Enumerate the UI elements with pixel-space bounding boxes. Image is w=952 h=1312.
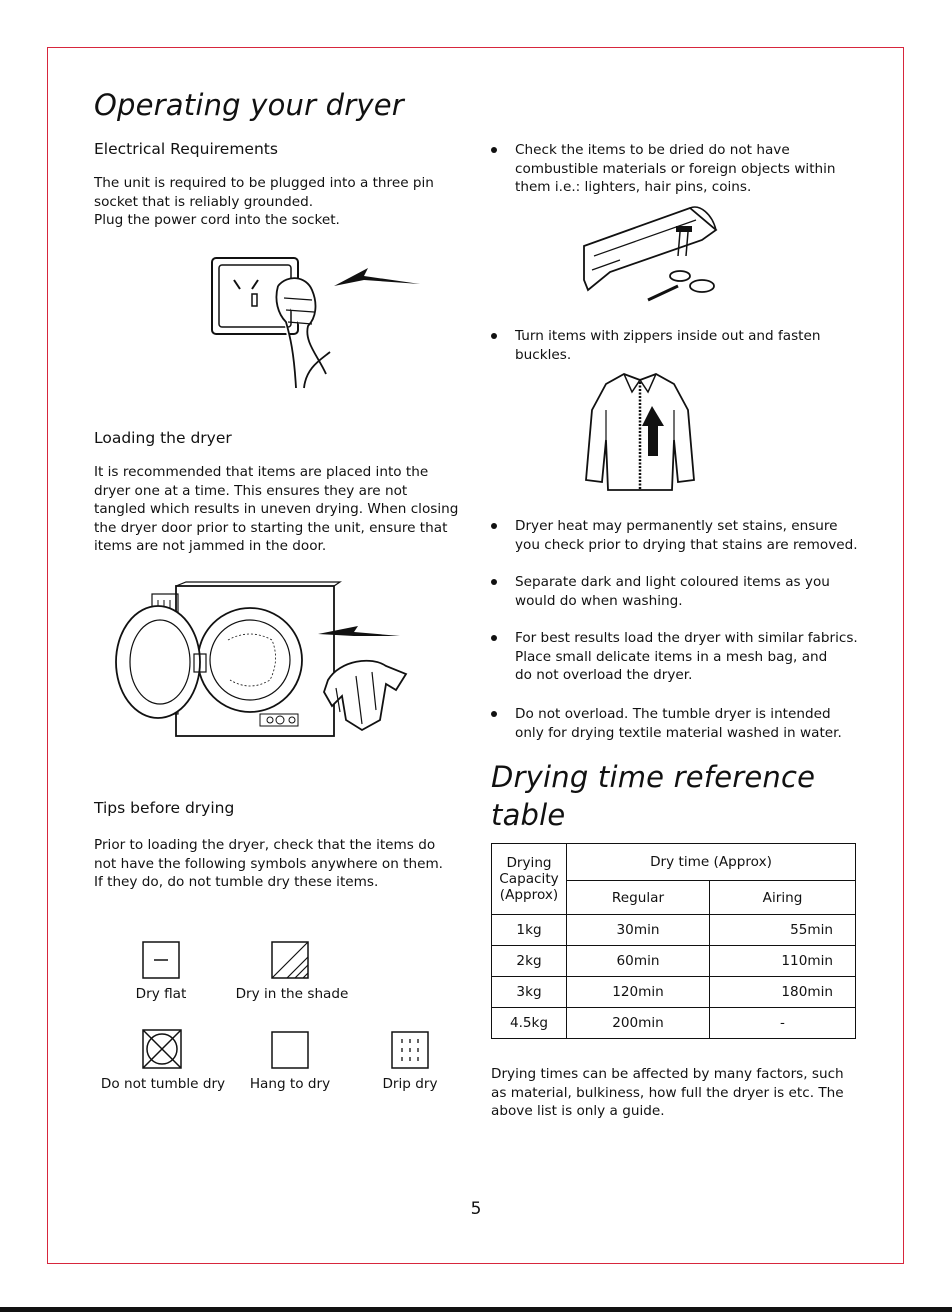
- table-note: [491, 1065, 844, 1121]
- do-not-tumble-dry-icon: [142, 1029, 182, 1069]
- bullet-dot: [491, 635, 497, 641]
- text-line: Turn items with zippers inside out and fasten: [515, 328, 821, 344]
- do-not-tumble-dry-label: Do not tumble dry: [100, 1076, 226, 1092]
- page-title: Operating your dryer: [94, 88, 404, 122]
- bullet-stains: [491, 517, 858, 554]
- tips-heading: Tips before drying: [94, 799, 235, 817]
- capacity-cell: 2kg: [492, 946, 567, 977]
- text-line: not have the following symbols anywhere on them.: [94, 855, 444, 872]
- text-line: Plug the power cord into the socket.: [94, 212, 340, 228]
- dry-in-shade-icon: [271, 941, 309, 979]
- text-line: The unit is required to be plugged into a three pin: [94, 175, 434, 191]
- hang-to-dry-icon: [271, 1031, 309, 1069]
- drying-time-table: [491, 843, 856, 1039]
- text-line: above list is only a guide.: [491, 1103, 665, 1119]
- pocket-objects-illustration: [580, 200, 730, 306]
- bullet-check-items: [491, 141, 836, 197]
- drip-dry-icon: [391, 1031, 429, 1069]
- text-line: socket that is reliably grounded.: [94, 193, 314, 210]
- bullet-dot: [491, 523, 497, 529]
- bullet-dot: [491, 147, 497, 153]
- text-line: It is recommended that items are placed into the: [94, 464, 429, 480]
- text-line: If they do, do not tumble dry these items.: [94, 874, 379, 890]
- bottom-rule: [0, 1307, 952, 1312]
- text-line: Prior to loading the dryer, check that the items do: [94, 837, 436, 853]
- electrical-text: [94, 174, 434, 230]
- regular-cell: 120min: [567, 977, 710, 1008]
- text-line: combustible materials or foreign objects within: [515, 160, 836, 177]
- text-line: dryer one at a time. This ensures they are not: [94, 482, 408, 499]
- airing-cell: 110min: [710, 946, 856, 977]
- dry-time-header: Dry time (Approx): [567, 844, 856, 881]
- regular-cell: 60min: [567, 946, 710, 977]
- text-line: Check the items to be dried do not have: [515, 142, 790, 158]
- airing-cell: 55min: [710, 915, 856, 946]
- text-line: only for drying textile material washed in water.: [515, 724, 842, 741]
- airing-cell: 180min: [710, 977, 856, 1008]
- text-line: would do when washing.: [515, 592, 683, 609]
- text-line: you check prior to drying that stains are removed.: [515, 536, 858, 553]
- airing-header: Airing: [710, 881, 856, 915]
- text-line: Place small delicate items in a mesh bag, and: [515, 648, 828, 665]
- header-line: (Approx): [499, 887, 559, 903]
- loading-text: [94, 463, 458, 556]
- text-line: Drying times can be affected by many factors, such: [491, 1066, 844, 1082]
- table-row: [492, 946, 856, 977]
- drip-dry-label: Drip dry: [382, 1076, 438, 1092]
- text-line: do not overload the dryer.: [515, 667, 693, 683]
- shirt-zipper-illustration: [576, 370, 704, 496]
- capacity-cell: 3kg: [492, 977, 567, 1008]
- bullet-do-not-overload: [491, 705, 842, 742]
- bullet-similar-fabrics: [491, 629, 858, 685]
- text-line: them i.e.: lighters, hair pins, coins.: [515, 179, 752, 195]
- electrical-heading: Electrical Requirements: [94, 140, 278, 158]
- dry-flat-icon: [142, 941, 180, 979]
- dry-in-shade-label: Dry in the shade: [235, 986, 349, 1002]
- bullet-dot: [491, 579, 497, 585]
- tips-text: [94, 836, 443, 892]
- text-line: items are not jammed in the door.: [94, 538, 327, 554]
- title-line: table: [491, 798, 566, 832]
- dry-flat-label: Dry flat: [135, 986, 187, 1002]
- regular-cell: 30min: [567, 915, 710, 946]
- bullet-zippers: [491, 327, 821, 364]
- text-line: For best results load the dryer with similar fabrics.: [515, 630, 858, 646]
- plug-into-socket-illustration: [208, 256, 428, 396]
- airing-cell: -: [710, 1008, 856, 1039]
- bullet-dot: [491, 711, 497, 717]
- table-row: [492, 1008, 856, 1039]
- bullet-separate-colours: [491, 573, 830, 610]
- text-line: as material, bulkiness, how full the dryer is etc. The: [491, 1084, 844, 1101]
- loading-heading: Loading the dryer: [94, 429, 232, 447]
- dryer-loading-illustration: [110, 580, 420, 760]
- header-line: Capacity: [499, 871, 559, 887]
- title-line: Drying time reference: [491, 760, 816, 794]
- header-line: Drying: [506, 855, 552, 871]
- text-line: buckles.: [515, 346, 572, 363]
- table-row: [492, 977, 856, 1008]
- table-section-title: [491, 758, 815, 834]
- text-line: Dryer heat may permanently set stains, ensure: [515, 518, 838, 534]
- regular-header: Regular: [567, 881, 710, 915]
- text-line: tangled which results in uneven drying. When closing: [94, 501, 459, 517]
- text-line: Separate dark and light coloured items as you: [515, 574, 830, 590]
- capacity-cell: 4.5kg: [492, 1008, 567, 1039]
- page-number: 5: [470, 1199, 482, 1219]
- capacity-cell: 1kg: [492, 915, 567, 946]
- text-line: the dryer door prior to starting the unit, ensure that: [94, 519, 448, 536]
- capacity-header: [492, 844, 567, 915]
- regular-cell: 200min: [567, 1008, 710, 1039]
- text-line: Do not overload. The tumble dryer is intended: [515, 706, 831, 722]
- hang-to-dry-label: Hang to dry: [249, 1076, 331, 1092]
- table-row: [492, 915, 856, 946]
- bullet-dot: [491, 333, 497, 339]
